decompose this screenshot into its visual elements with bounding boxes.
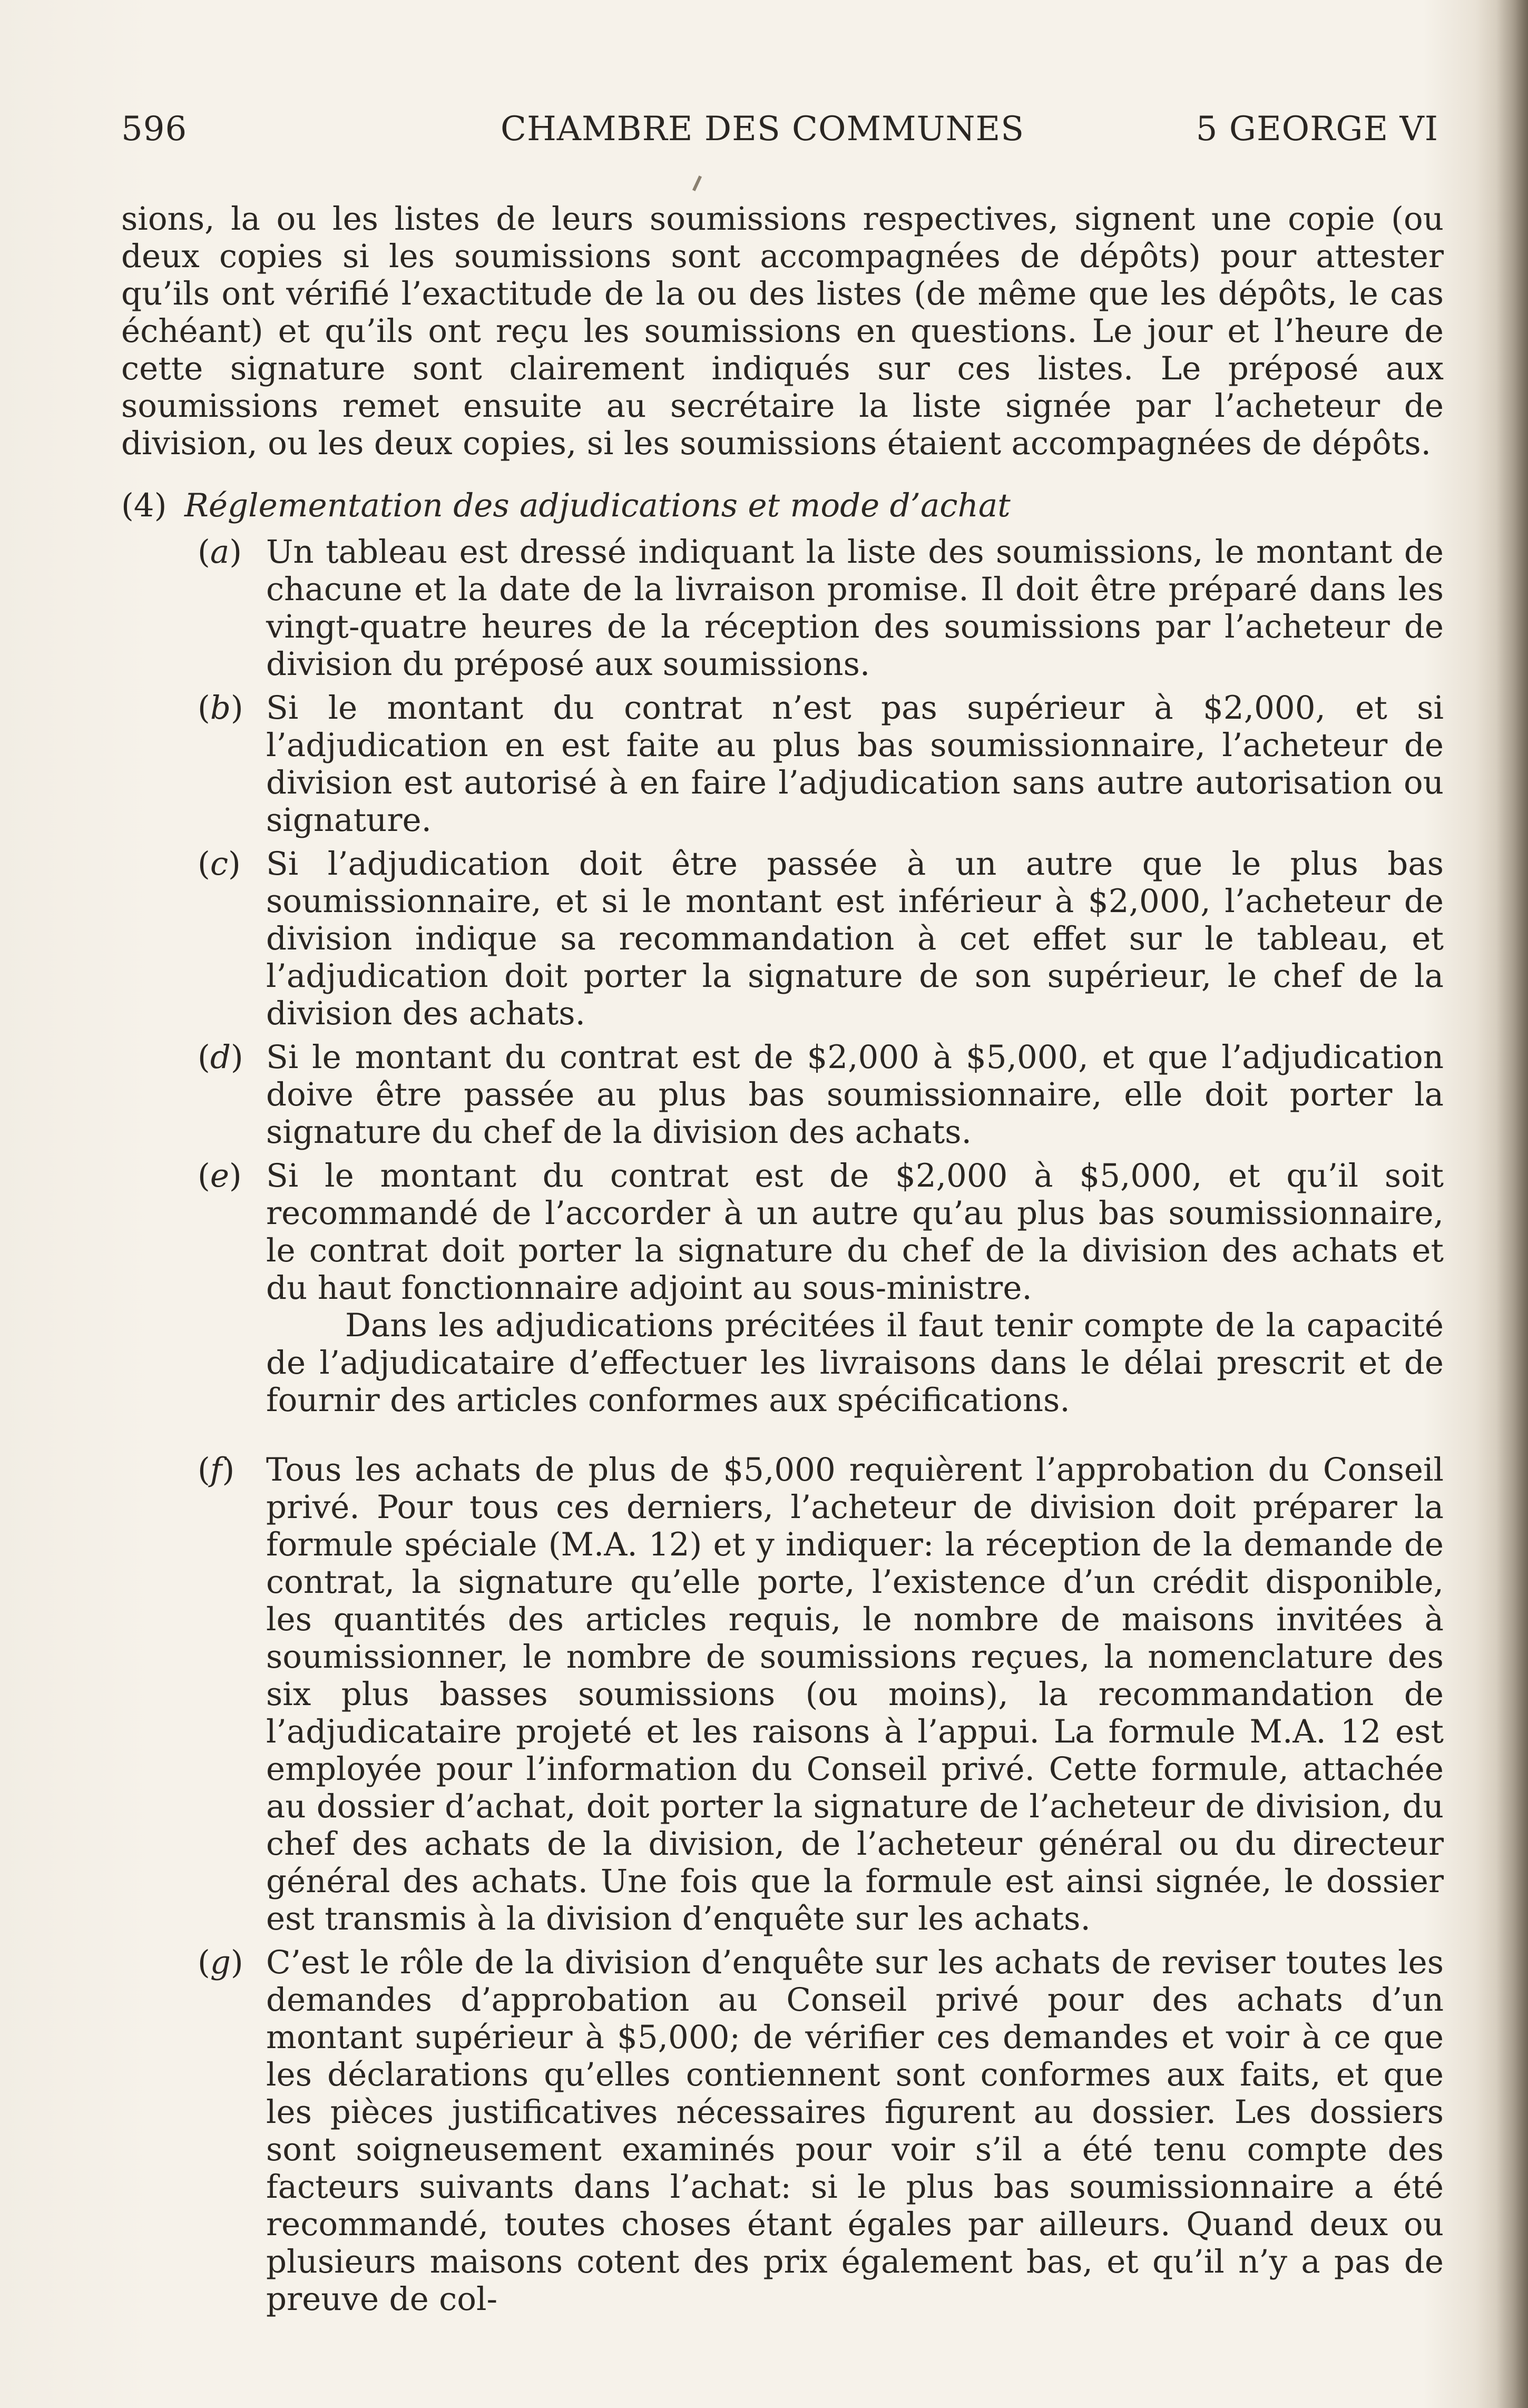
list-item-e (121, 1157, 1444, 1307)
item-label: (c) (198, 845, 241, 883)
note-paragraph: Dans les adjudications précitées il faut tenir compte de la capacité de l’adjudicataire d’effectuer les livraisons dans le délai prescrit et de fournir des articles conformes aux spécifications. (266, 1307, 1444, 1419)
item-text: Si le montant du contrat est de $2,000 à $5,000, et qu’il soit recommandé de l’accorder à un autre qu’au plus bas soumissionnaire, le contrat doit porter la signature du chef de la division des achats et du haut fonctionnaire adjoint au sous-ministre. (266, 1157, 1444, 1307)
item-text: C’est le rôle de la division d’enquête sur les achats de reviser toutes les demandes d’approbation au Conseil privé pour des achats d’un montant supérieur à $5,000; de vérifier ces demandes et voir à ce que les déclarations qu’elles contiennent sont conformes aux faits, et que les pièces justificatives nécessaires figurent au dossier. Les dossiers sont soigneusement examinés pour voir s’il a été tenu compte des facteurs suivants dans l’achat: si le plus bas soumissionnaire a été recommandé, toutes choses étant égales par ailleurs. Quand deux ou plusieurs maisons cotent des prix également bas, et qu’il n’y a pas de preuve de col- (266, 1944, 1444, 2318)
item-text: Si le montant du contrat est de $2,000 à $5,000, et que l’adjudication doive être passée au plus bas soumissionnaire, elle doit porter la signature du chef de la division des achats. (266, 1039, 1444, 1151)
list-item-c (121, 845, 1444, 1032)
item-label: (b) (198, 689, 243, 727)
header-title: CHAMBRE DES COMMUNES (501, 110, 1025, 149)
item-text: Tous les achats de plus de $5,000 requièrent l’approbation du Conseil privé. Pour tous ces derniers, l’acheteur de division doit préparer la formule spéciale (M.A. 12) et y indiquer: la réception de la demande de contrat, la signature qu’elle porte, l’existence d’un crédit disponible, les quantités des articles requis, le nombre de maisons invitées à soumissionner, le nombre de soumissions reçues, la nomenclature des six plus basses soumissions (ou moins), la recommandation de l’adjudicataire projeté et les raisons à l’appui. La formule M.A. 12 est employée pour l’information du Conseil privé. Cette formule, attachée au dossier d’achat, doit porter la signature de l’acheteur de division, du chef des achats de la division, de l’acheteur général ou du directeur général des achats. Une fois que la formule est ainsi signée, le dossier est transmis à la division d’enquête sur les achats. (266, 1451, 1444, 1937)
section-heading (121, 487, 1444, 527)
section-number: (4) (121, 487, 167, 524)
item-label: (e) (198, 1157, 242, 1195)
item-label: (a) (198, 533, 242, 571)
intro-paragraph: sions, la ou les listes de leurs soumissions respectives, signent une copie (ou deux copies si les soumissions sont accompagnées de dépôts) pour attester qu’ils ont vérifié l’exactitude de la ou des listes (de même que les dépôts, le cas échéant) et qu’ils ont reçu les soumissions en questions. Le jour et l’heure de cette signature sont clairement indiqués sur ces listes. Le préposé aux soumissions remet ensuite au secrétaire la liste signée par l’acheteur de division, ou les deux copies, si les soumissions étaient accompagnées de dépôts. (121, 200, 1444, 462)
list-item-f (121, 1451, 1444, 1937)
item-label: (f) (198, 1451, 235, 1489)
item-text: Si le montant du contrat n’est pas supérieur à $2,000, et si l’adjudication en est faite au plus bas soumissionnaire, l’acheteur de division est autorisé à en faire l’adjudication sans autre autorisation ou signature. (266, 689, 1444, 839)
item-text: Un tableau est dressé indiquant la liste des soumissions, le montant de chacune et la date de la livraison promise. Il doit être préparé dans les vingt-quatre heures de la réception des soumissions par l’acheteur de division du préposé aux soumissions. (266, 533, 1444, 683)
item-label: (g) (198, 1944, 243, 1981)
list-item-d (121, 1039, 1444, 1151)
running-header (121, 100, 1438, 158)
page-number: 596 (121, 110, 188, 149)
list-item-g (121, 1944, 1444, 2318)
ink-mark (692, 175, 702, 191)
list-item-b (121, 689, 1444, 839)
page-edge-shadow (1496, 0, 1528, 2408)
header-regnal-year: 5 GEORGE VI (1196, 110, 1438, 149)
section-title: Réglementation des adjudications et mode d’achat (184, 487, 1011, 524)
item-text: Si l’adjudication doit être passée à un autre que le plus bas soumissionnaire, et si le montant est inférieur à $2,000, l’acheteur de division indique sa recommandation à cet effet sur le tableau, et l’adjudication doit porter la signature de son supérieur, le chef de la division des achats. (266, 845, 1444, 1032)
page-body (121, 200, 1444, 2318)
list-item-a (121, 533, 1444, 683)
item-label: (d) (198, 1039, 243, 1076)
